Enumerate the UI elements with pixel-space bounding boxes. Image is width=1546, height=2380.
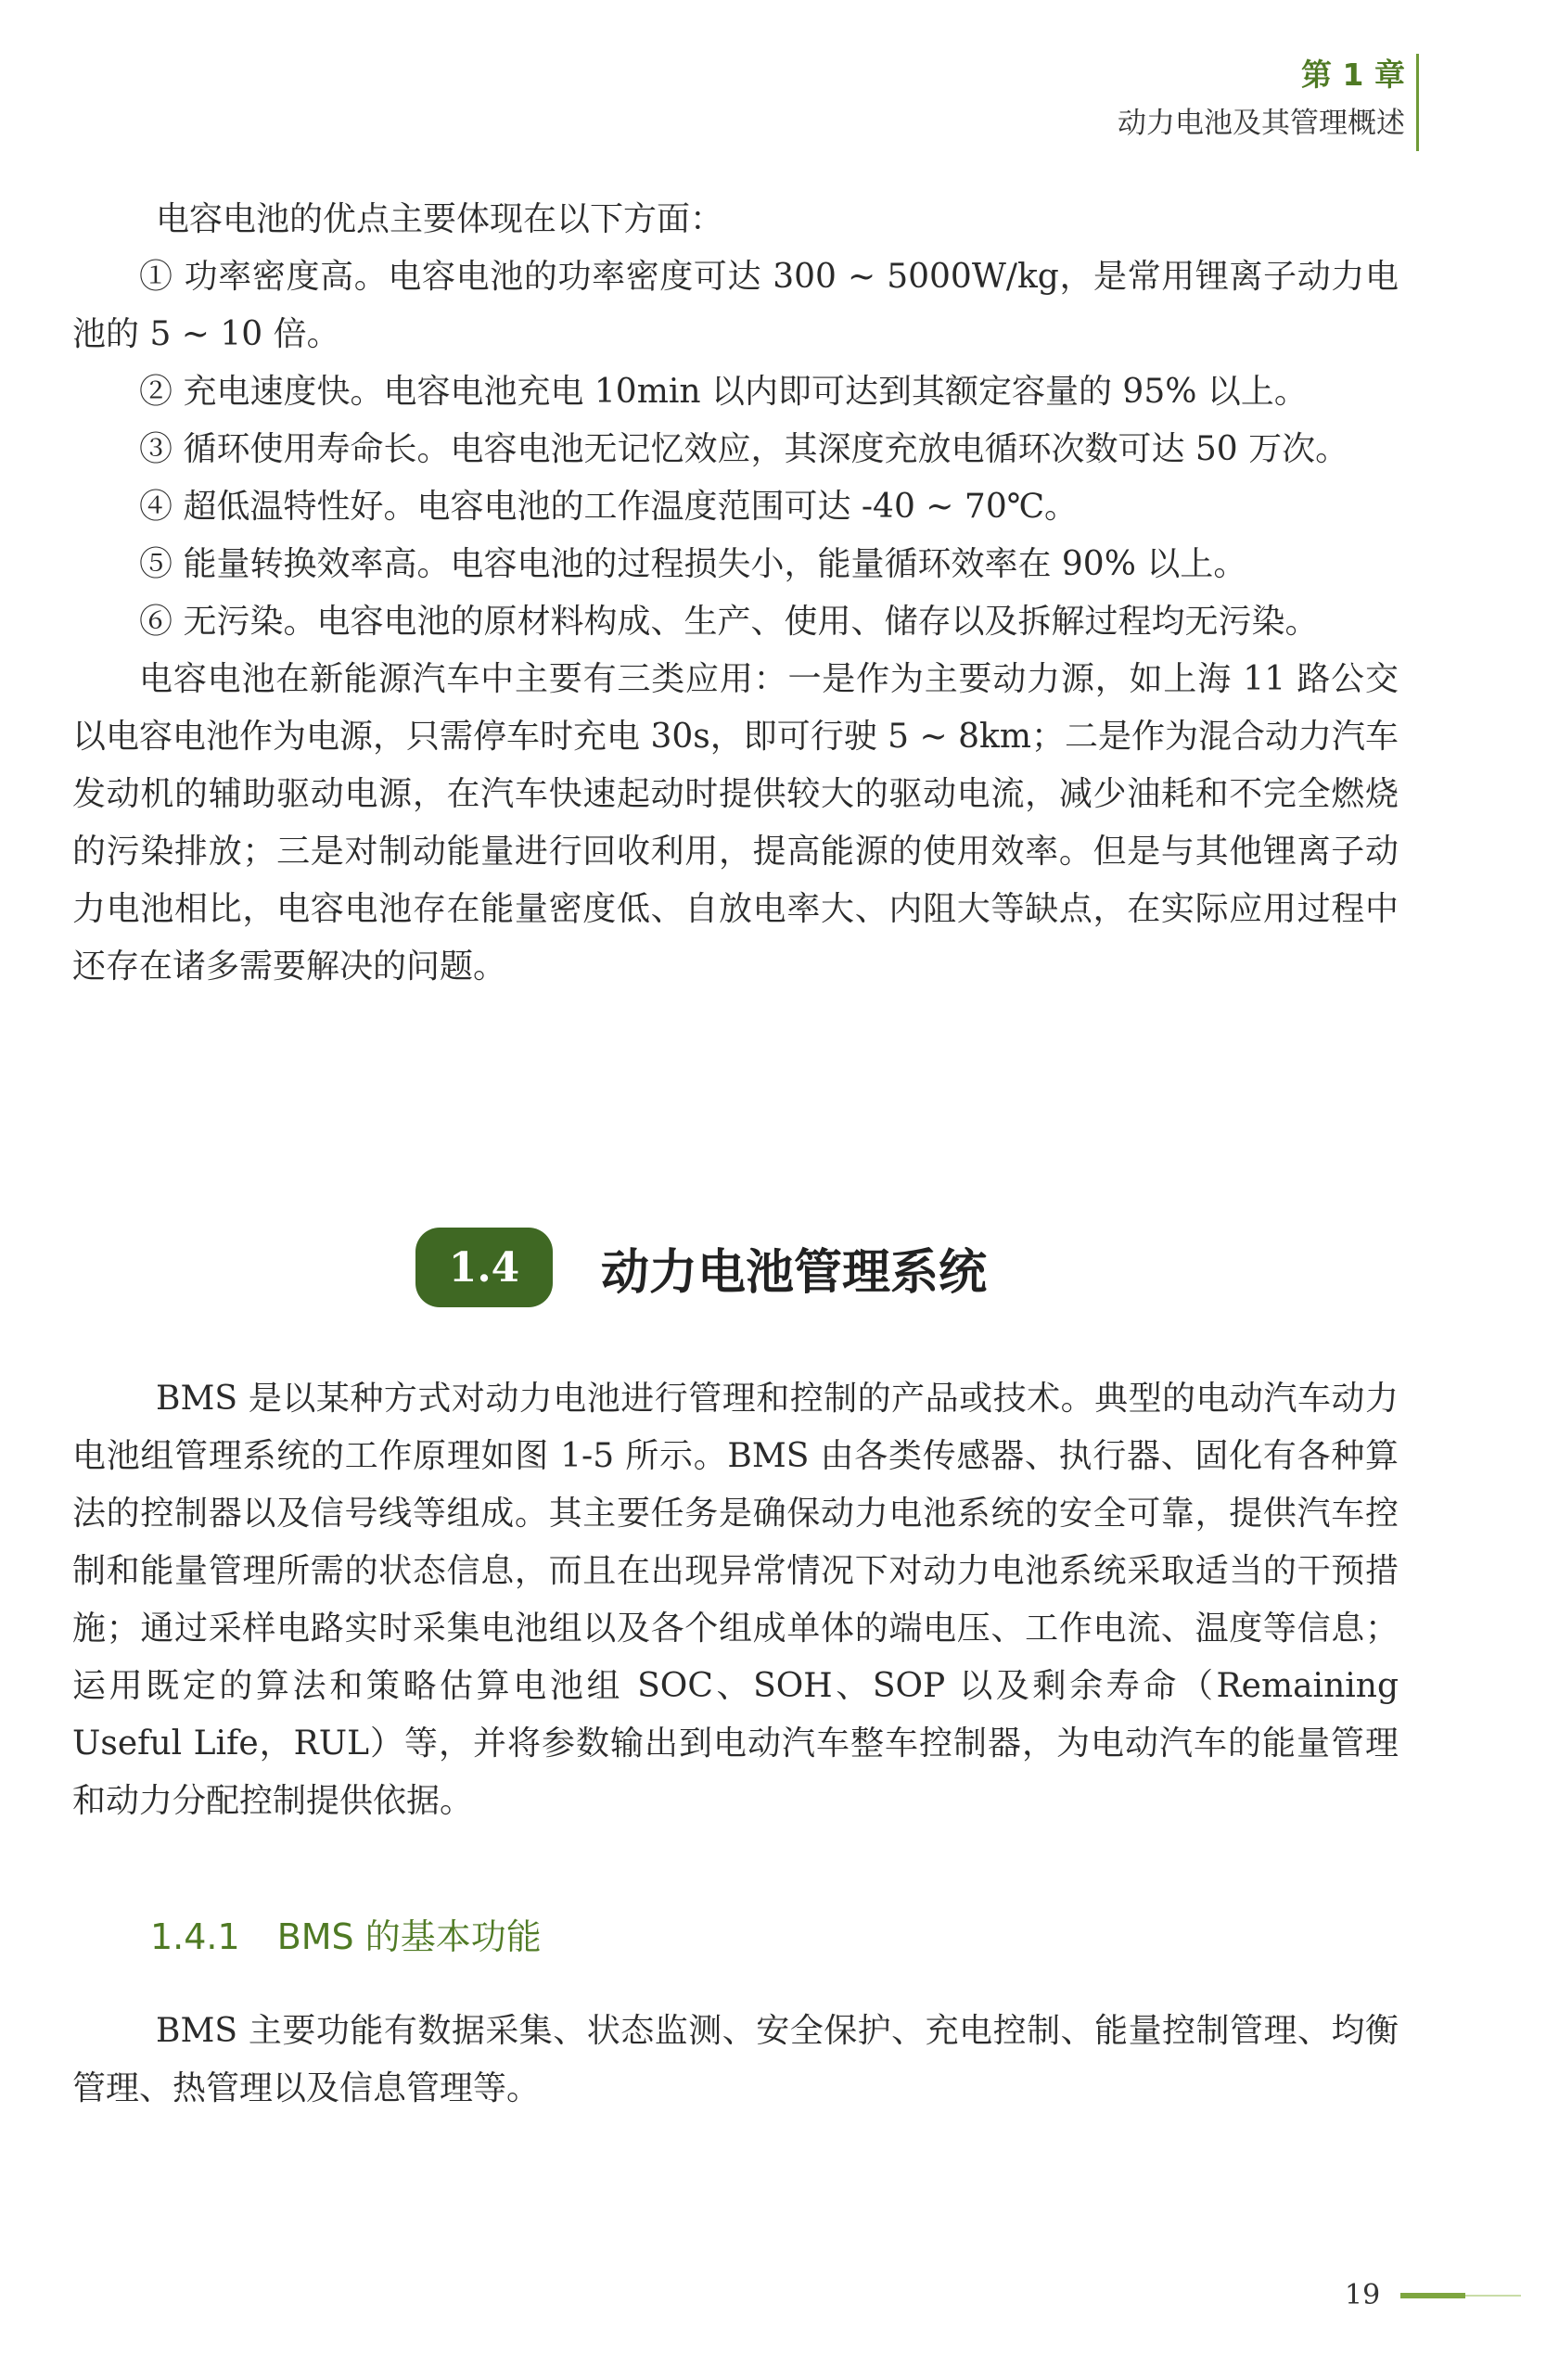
- list-item: ② 充电速度快。电容电池充电 10min 以内即可达到其额定容量的 95% 以上。: [139, 373, 1308, 411]
- chapter-number: 第 1 章: [1301, 57, 1405, 93]
- chapter-title: 动力电池及其管理概述: [1118, 107, 1405, 140]
- subsection-heading: [150, 1908, 542, 1959]
- footer-line: [1465, 2295, 1521, 2297]
- list-item: ⑥ 无污染。电容电池的原材料构成、生产、使用、储存以及拆解过程均无污染。: [139, 603, 1319, 641]
- paragraph: 电容电池在新能源汽车中主要有三类应用：一是作为主要动力源，如上海 11 路公交以电容电池作为电源，只需停车时充电 30s，即可行驶 5 ~ 8km；二是作为混合动力汽车发动机的辅助驱动电源，在汽车快速起动时提供较大的驱动电流，减少油耗和不完全燃烧的污染排放；三是对制动能量进行回收利用，提高能源的使用效率。但是与其他锂离子动力电池相比，电容电池存在能量密度低、自放电率大、内阻大等缺点，在实际应用过程中还存在诸多需要解决的问题。: [72, 660, 1399, 986]
- section-title: 动力电池管理系统: [601, 1244, 988, 1301]
- text-block-capacitor-battery: [72, 191, 1399, 996]
- section-heading: [415, 1226, 987, 1309]
- header-rule: [1416, 54, 1419, 151]
- paragraph: BMS 主要功能有数据采集、状态监测、安全保护、充电控制、能量控制管理、均衡管理、热管理以及信息管理等。: [72, 2012, 1399, 2107]
- section-number-badge: 1.4: [415, 1228, 553, 1307]
- list-item: ④ 超低温特性好。电容电池的工作温度范围可达 -40 ~ 70℃。: [139, 488, 1078, 526]
- subsection-title: BMS 的基本功能: [276, 1916, 542, 1957]
- footer-bar: [1400, 2293, 1465, 2298]
- page-number: 19: [1345, 2279, 1381, 2311]
- paragraph: 电容电池的优点主要体现在以下方面：: [156, 200, 724, 238]
- running-header: [1118, 54, 1405, 145]
- text-block-bms-intro: [72, 1370, 1399, 1830]
- subsection-number: 1.4.1: [150, 1916, 240, 1957]
- list-item: ⑤ 能量转换效率高。电容电池的过程损失小，能量循环效率在 90% 以上。: [139, 545, 1247, 583]
- list-item: ① 功率密度高。电容电池的功率密度可达 300 ~ 5000W/kg，是常用锂离子动力电池的 5 ~ 10 倍。: [72, 258, 1399, 353]
- paragraph: BMS 是以某种方式对动力电池进行管理和控制的产品或技术。典型的电动汽车动力电池组管理系统的工作原理如图 1-5 所示。BMS 由各类传感器、执行器、固化有各种算法的控制器以及信号线等组成。其主要任务是确保动力电池系统的安全可靠，提供汽车控制和能量管理所需的状态信息，而且在出现异常情况下对动力电池系统采取适当的干预措施；通过采样电路实时采集电池组以及各个组成单体的端电压、工作电流、温度等信息；运用既定的算法和策略估算电池组 SOC、SOH、SOP 以及剩余寿命（Remaining Useful Life，RUL）等，并将参数输出到电动汽车整车控制器，为电动汽车的能量管理和动力分配控制提供依据。: [72, 1380, 1399, 1820]
- list-item: ③ 循环使用寿命长。电容电池无记忆效应，其深度充放电循环次数可达 50 万次。: [139, 430, 1349, 468]
- text-block-bms-functions: [72, 2003, 1399, 2118]
